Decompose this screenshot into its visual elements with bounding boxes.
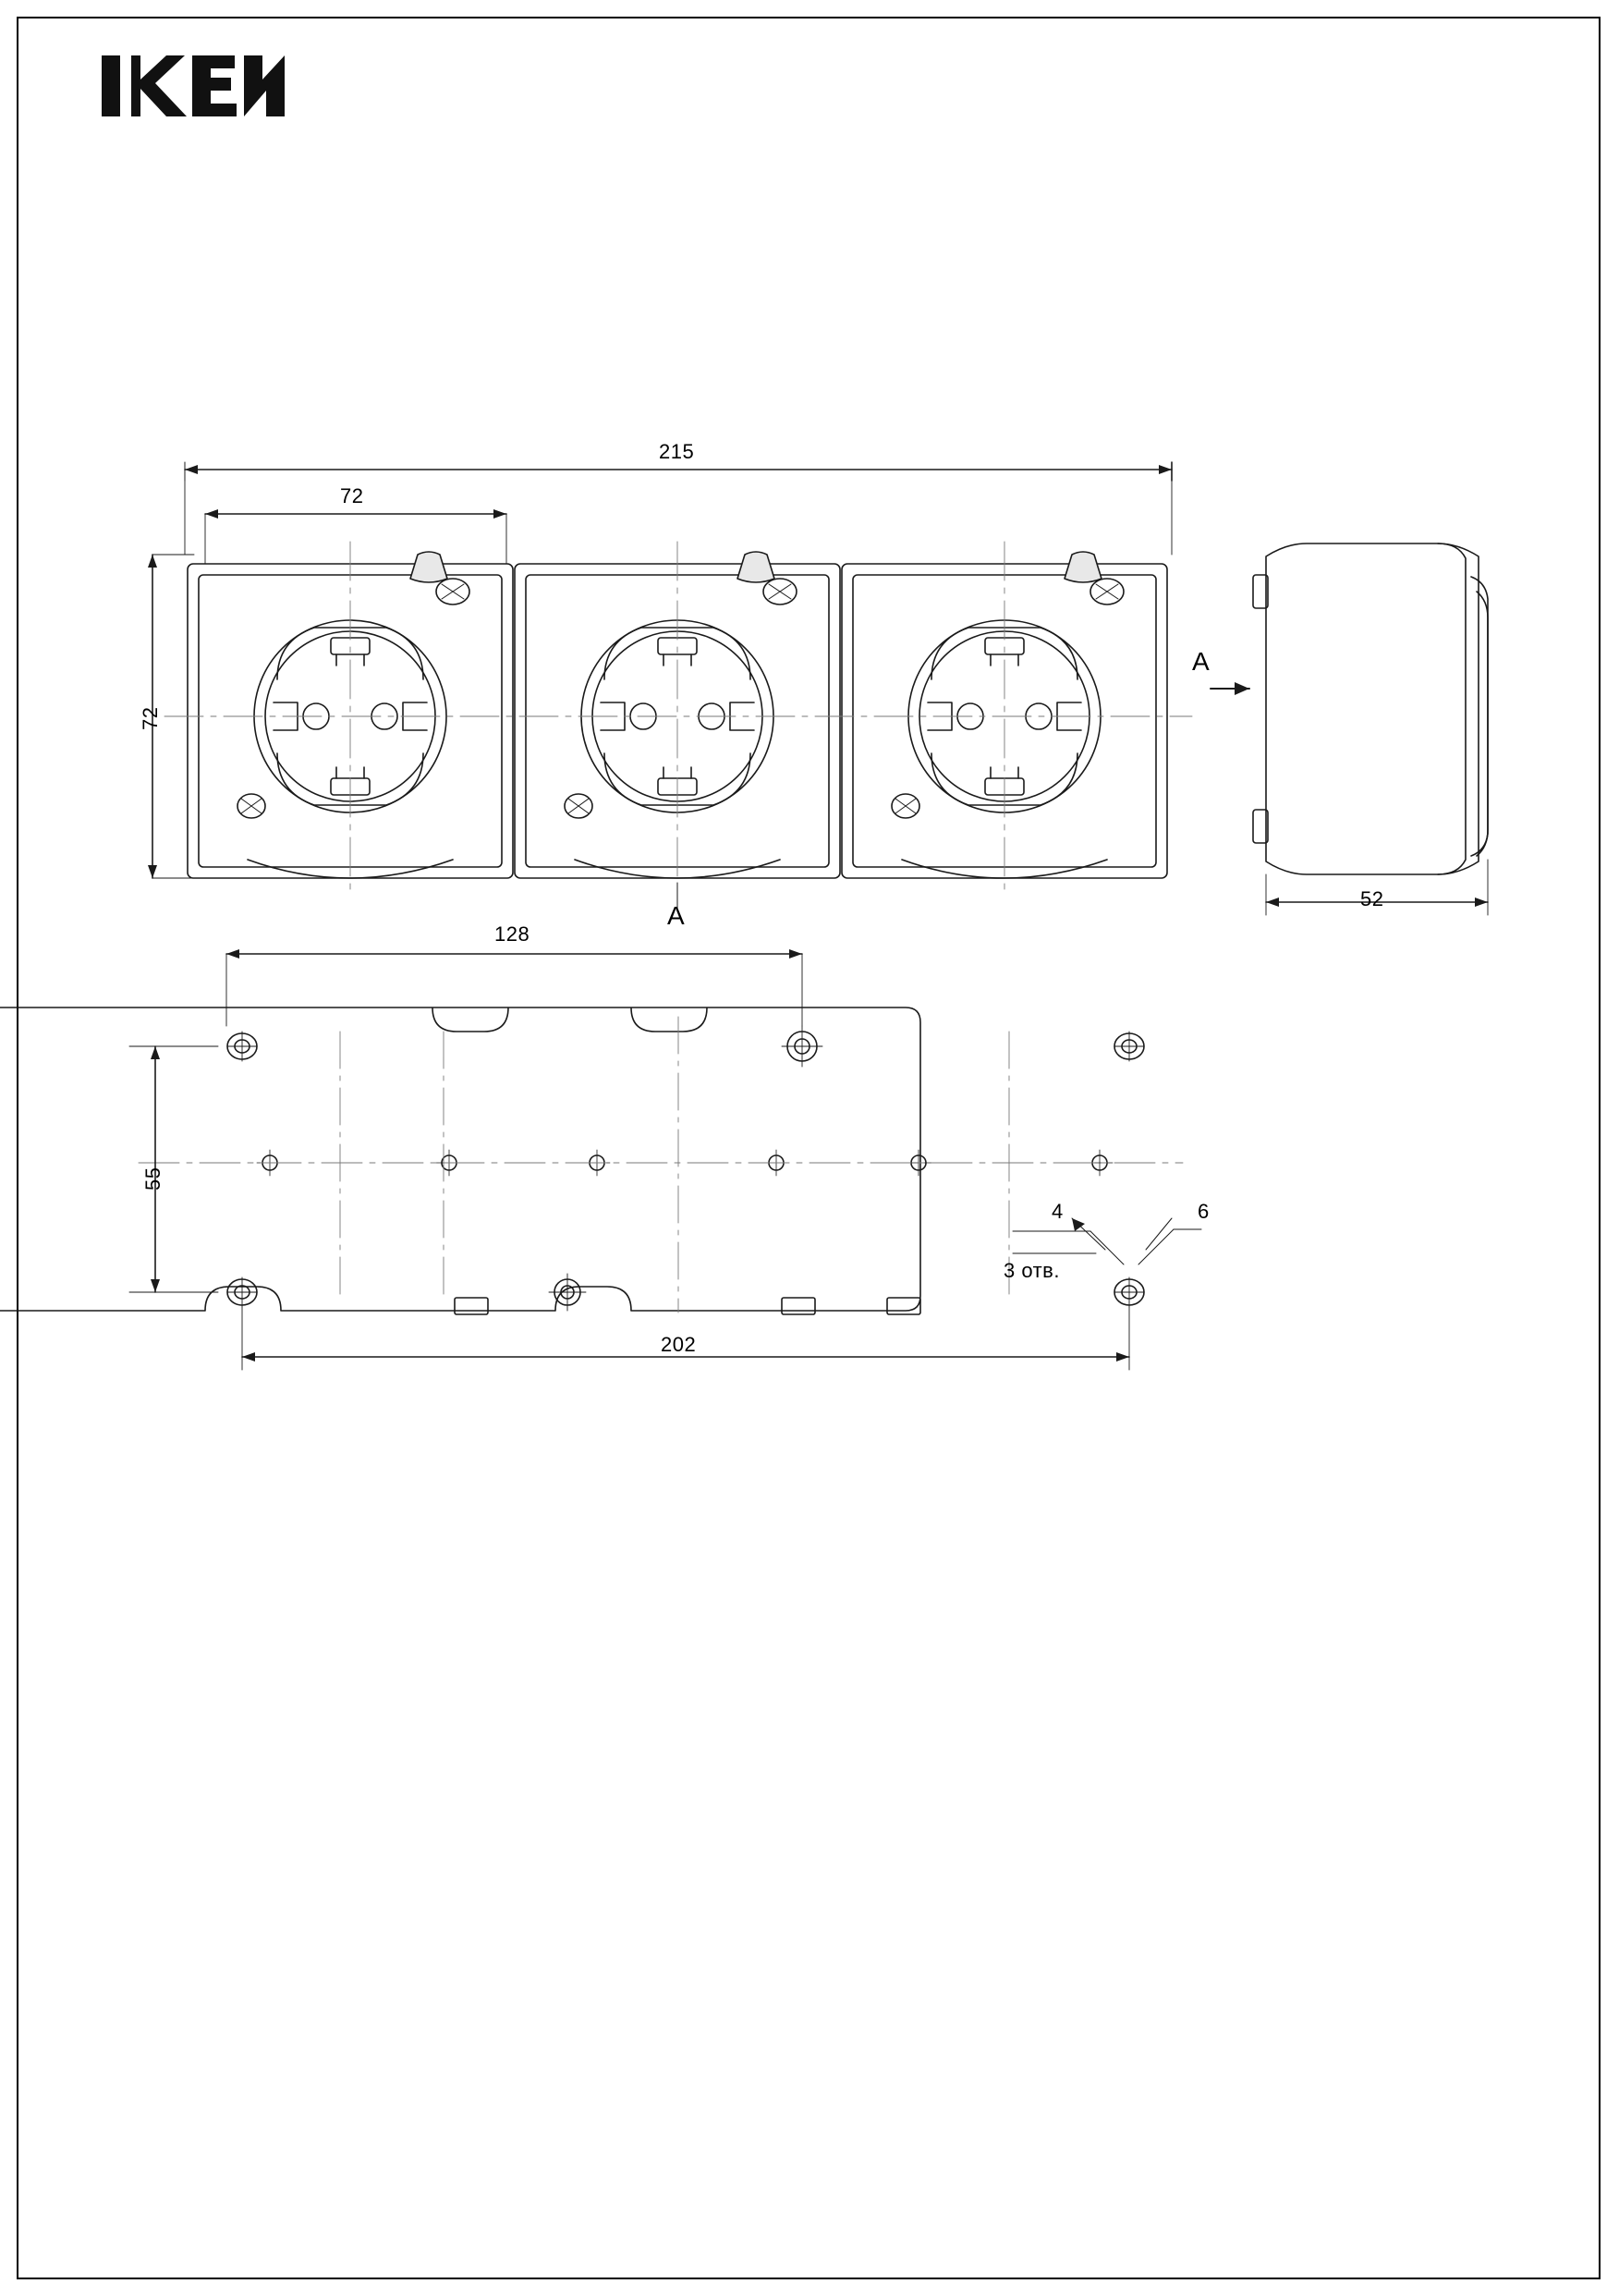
dim-module-width-72: 72 bbox=[340, 484, 364, 507]
iek-logo bbox=[100, 48, 285, 131]
dim-plate-width-202: 202 bbox=[661, 1333, 697, 1356]
page-border bbox=[17, 17, 1601, 2279]
dim-overall-width-215: 215 bbox=[659, 440, 695, 463]
dim-plate-height-55: 55 bbox=[141, 1166, 164, 1191]
dim-mount-span-128: 128 bbox=[494, 922, 530, 946]
dim-overall-height-72: 72 bbox=[139, 706, 162, 730]
section-letter-a-side: A bbox=[1192, 647, 1210, 676]
dim-depth-52: 52 bbox=[1360, 887, 1384, 910]
note-hole-count: 3 отв. bbox=[1004, 1259, 1060, 1282]
dim-hole-outer-6: 6 bbox=[1198, 1200, 1210, 1223]
section-letter-a-front: A bbox=[667, 901, 685, 930]
dim-hole-inner-4: 4 bbox=[1052, 1200, 1064, 1223]
